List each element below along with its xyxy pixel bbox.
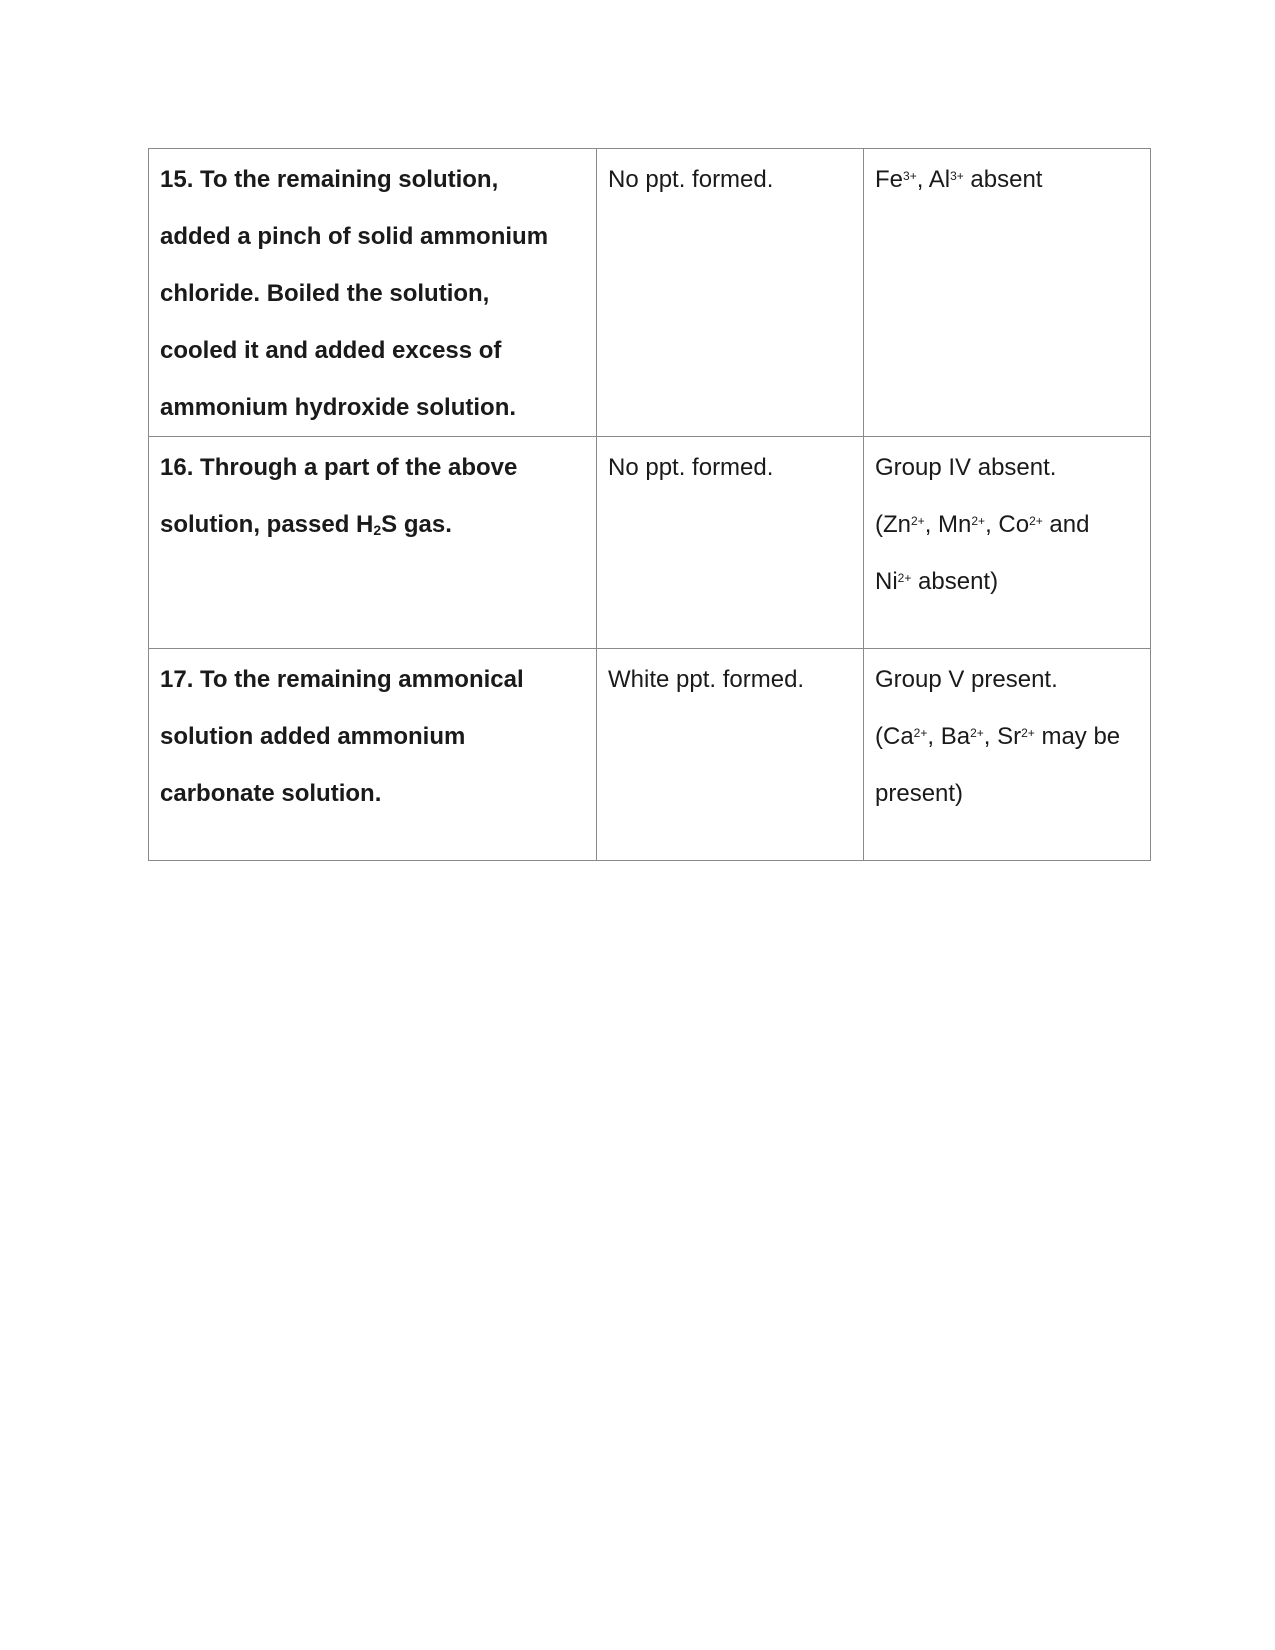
ion-charge: 2+ — [970, 726, 984, 740]
inference-text: Group IV absent. — [875, 454, 1057, 481]
ion-charge: 2+ — [911, 514, 925, 528]
ion-symbol: , Mn — [924, 511, 972, 538]
table-row — [149, 149, 1151, 437]
experiment-fragment: S gas. — [381, 511, 452, 538]
experiment-text: cooled it and added excess of — [160, 337, 502, 364]
observation-text: No ppt. formed. — [608, 166, 774, 193]
ion-symbol: Ni — [875, 568, 898, 595]
experiment-cell — [149, 649, 597, 861]
experiment-text: ammonium hydroxide solution. — [160, 394, 517, 421]
experiment-text: carbonate solution. — [160, 780, 382, 807]
subscript: 2 — [373, 522, 382, 538]
ion-symbol: , Ba — [927, 723, 971, 750]
experiment-text: 17. To the remaining ammonical — [160, 666, 524, 693]
ion-charge: 3+ — [950, 169, 964, 183]
observation-text: No ppt. formed. — [608, 454, 774, 481]
ion-symbol: , Co — [985, 511, 1030, 538]
experiment-text: solution added ammonium — [160, 723, 466, 750]
experiment-text: 15. To the remaining solution, — [160, 166, 499, 193]
table-row — [149, 437, 1151, 649]
experiment-cell — [149, 437, 597, 649]
ion-symbol: (Ca — [875, 723, 914, 750]
inference-text — [875, 708, 1140, 765]
ion-charge: 2+ — [1029, 514, 1043, 528]
inference-cell — [864, 649, 1151, 861]
observation-table — [148, 148, 1151, 861]
table-row — [149, 649, 1151, 861]
ion-charge: 2+ — [913, 726, 928, 740]
inference-fragment: and — [1042, 511, 1090, 538]
inference-text — [875, 553, 1140, 610]
experiment-fragment: solution, passed H — [160, 511, 374, 538]
inference-text: present) — [875, 780, 964, 807]
inference-fragment: may be — [1034, 723, 1121, 750]
inference-tail: absent) — [911, 568, 999, 595]
inference-cell — [864, 149, 1151, 437]
experiment-text: chloride. Boiled the solution, — [160, 280, 490, 307]
observation-cell — [597, 149, 864, 437]
ion-symbol: (Zn — [875, 511, 911, 538]
experiment-text: added a pinch of solid ammonium — [160, 223, 549, 250]
experiment-text: 16. Through a part of the above — [160, 454, 518, 481]
inference-tail: absent — [963, 166, 1043, 193]
observation-text: White ppt. formed. — [608, 666, 805, 693]
separator: , — [916, 166, 929, 193]
inference-text: Group V present. — [875, 666, 1058, 693]
ion-charge: 2+ — [971, 514, 986, 528]
ion-charge: 3+ — [903, 169, 917, 183]
ion-symbol: Al — [928, 166, 951, 193]
experiment-cell — [149, 149, 597, 437]
ion-symbol: Fe — [875, 166, 904, 193]
ion-symbol: , Sr — [983, 723, 1022, 750]
observation-cell — [597, 437, 864, 649]
inference-text — [875, 151, 1140, 208]
experiment-text — [160, 496, 586, 553]
inference-text — [875, 496, 1140, 553]
ion-charge: 2+ — [897, 571, 912, 585]
inference-cell — [864, 437, 1151, 649]
observation-cell — [597, 649, 864, 861]
ion-charge: 2+ — [1021, 726, 1035, 740]
